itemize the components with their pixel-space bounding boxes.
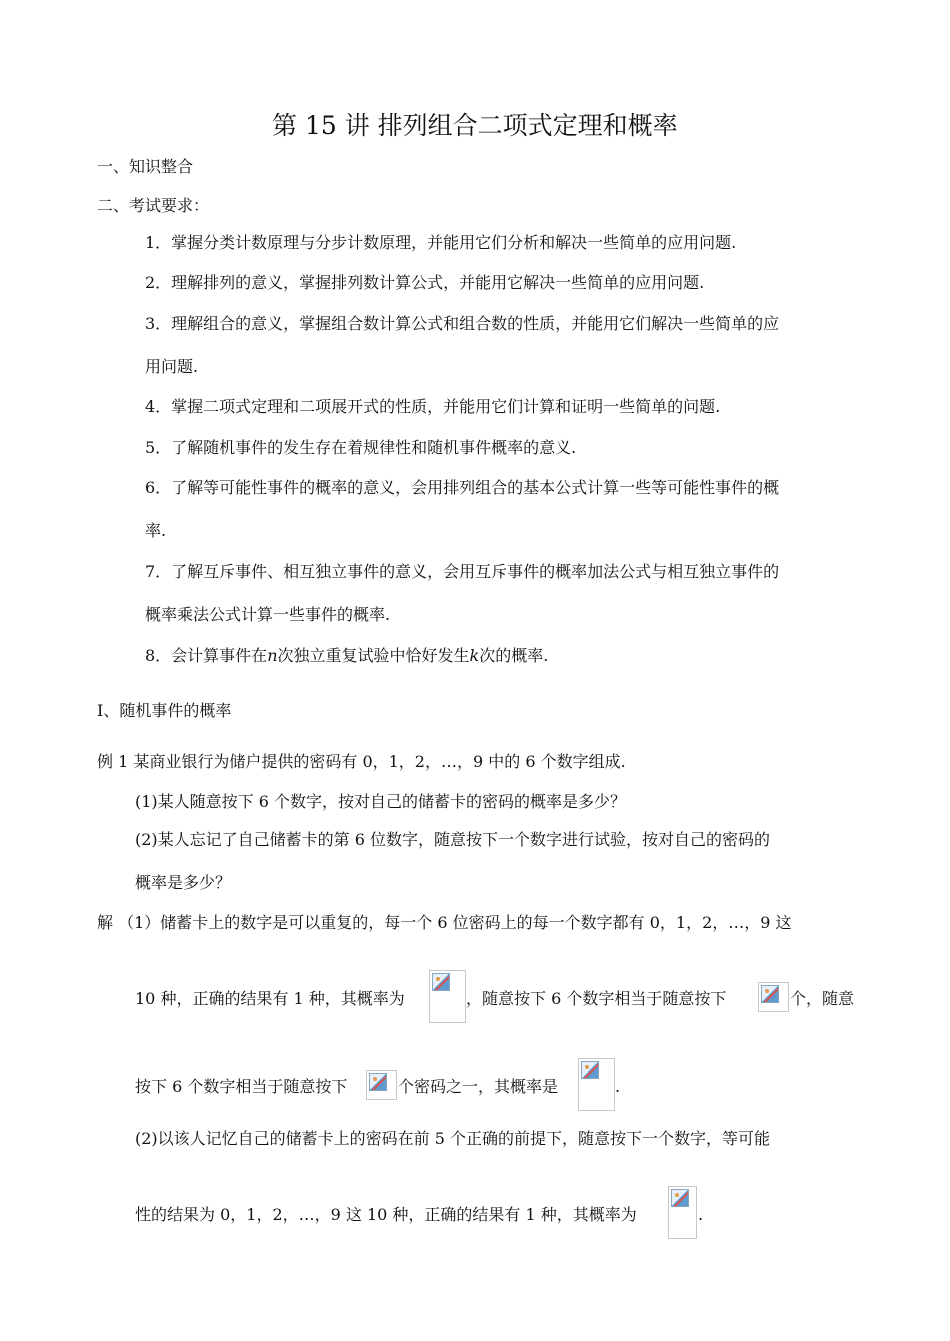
section-heading-requirements: 二、考试要求： — [97, 196, 210, 215]
requirement-3-cont: 用问题. — [145, 357, 199, 376]
formula-image-5 — [668, 1186, 697, 1239]
requirement-8 — [145, 646, 548, 666]
requirement-8-middle: 次独立重复试验中恰好发生 — [277, 646, 470, 665]
part-heading-random-events: Ⅰ、随机事件的概率 — [97, 701, 232, 720]
requirement-8-prefix: 8．会计算事件在 — [145, 646, 268, 665]
solution-line-2c: 个，随意 — [790, 989, 855, 1008]
broken-image-icon — [581, 1061, 599, 1079]
requirement-6-cont: 率. — [145, 521, 167, 540]
example-1-stem: 例 1 某商业银行为储户提供的密码有 0，1，2，…，9 中的 6 个数字组成. — [97, 752, 626, 771]
solution-line-2b: ，随意按下 6 个数字相当于随意按下 — [466, 989, 727, 1008]
solution-line-2a: 10 种，正确的结果有 1 种，其概率为 — [135, 989, 405, 1008]
broken-image-icon — [761, 985, 779, 1003]
page-title: 第 15 讲 排列组合二项式定理和概率 — [272, 111, 678, 140]
formula-image-3 — [366, 1070, 397, 1100]
requirement-4: 4．掌握二项式定理和二项展开式的性质，并能用它们计算和证明一些简单的问题. — [145, 397, 721, 416]
solution-line-1: 解 （1）储蓄卡上的数字是可以重复的，每一个 6 位密码上的每一个数字都有 0，1，2，…，9 这 — [97, 913, 792, 932]
formula-image-4 — [578, 1058, 615, 1111]
formula-image-2 — [758, 982, 789, 1012]
variable-k: k — [469, 646, 480, 665]
section-heading-knowledge: 一、知识整合 — [97, 157, 194, 176]
requirement-1: 1．掌握分类计数原理与分步计数原理，并能用它们分析和解决一些简单的应用问题. — [145, 233, 737, 252]
requirement-2: 2．理解排列的意义，掌握排列数计算公式，并能用它解决一些简单的应用问题. — [145, 273, 705, 292]
solution-line-5a: 性的结果为 0，1，2，…，9 这 10 种，正确的结果有 1 种，其概率为 — [135, 1205, 637, 1224]
broken-image-icon — [671, 1189, 689, 1207]
requirement-7-cont: 概率乘法公式计算一些事件的概率. — [145, 605, 391, 624]
broken-image-icon — [432, 973, 450, 991]
example-1-question-2-cont: 概率是多少？ — [135, 873, 232, 892]
solution-line-3b: 个密码之一，其概率是 — [398, 1077, 559, 1096]
solution-line-3c: . — [615, 1077, 621, 1096]
variable-n: n — [267, 646, 278, 665]
solution-line-5b: . — [698, 1205, 704, 1224]
solution-line-4: (2)以该人记忆自己的储蓄卡上的密码在前 5 个正确的前提下，随意按下一个数字，等可能 — [135, 1129, 771, 1148]
requirement-3: 3．理解组合的意义，掌握组合数计算公式和组合数的性质，并能用它们解决一些简单的应 — [145, 314, 780, 333]
example-1-question-2: (2)某人忘记了自己储蓄卡的第 6 位数字，随意按下一个数字进行试验，按对自己的密码的 — [135, 830, 771, 849]
example-1-question-1: (1)某人随意按下 6 个数字，按对自己的储蓄卡的密码的概率是多少？ — [135, 792, 627, 811]
requirement-6: 6．了解等可能性事件的概率的意义，会用排列组合的基本公式计算一些等可能性事件的概 — [145, 478, 780, 497]
requirement-8-suffix: 次的概率. — [479, 646, 549, 665]
formula-image-1 — [429, 970, 466, 1023]
broken-image-icon — [369, 1073, 387, 1091]
solution-line-3a: 按下 6 个数字相当于随意按下 — [135, 1077, 348, 1096]
requirement-7: 7．了解互斥事件、相互独立事件的意义，会用互斥事件的概率加法公式与相互独立事件的 — [145, 562, 780, 581]
requirement-5: 5．了解随机事件的发生存在着规律性和随机事件概率的意义. — [145, 438, 577, 457]
